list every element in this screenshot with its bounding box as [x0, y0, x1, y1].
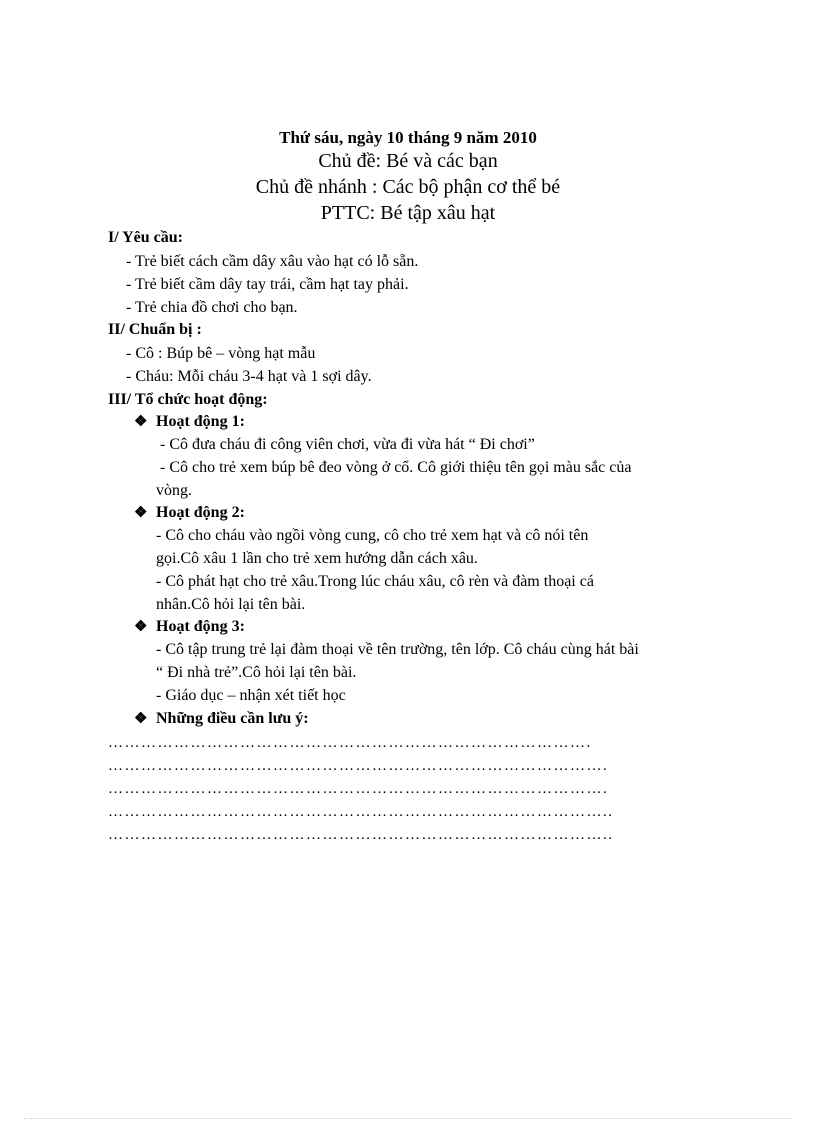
- topic-title: Chủ đề: Bé và các bạn: [318, 150, 498, 172]
- page-bottom-divider: [24, 1118, 792, 1119]
- diamond-bullet-icon: ❖: [134, 711, 148, 727]
- activity-2-line-2: gọi.Cô xâu 1 lần cho trẻ xem hướng dẫn cách xâu.: [156, 550, 478, 567]
- dotted-line-2: ……………………………………………………………………………….: [108, 758, 609, 774]
- activity-3-heading: [134, 617, 245, 637]
- activity-1-title: Hoạt động 1:: [156, 413, 245, 430]
- activity-1-heading: [134, 412, 245, 432]
- activity-1-line-2: - Cô cho trẻ xem búp bê đeo vòng ở cổ. Cô giới thiệu tên gọi màu sắc của: [160, 459, 632, 476]
- activity-2-line-4: nhân.Cô hỏi lại tên bài.: [156, 596, 306, 613]
- diamond-bullet-icon: ❖: [134, 414, 148, 430]
- requirement-item-1: - Trẻ biết cách cầm dây xâu vào hạt có lỗ sẵn.: [126, 253, 419, 270]
- activity-3-line-3: - Giáo dục – nhận xét tiết học: [156, 687, 346, 704]
- dotted-line-1: …………………………………………………………………………….: [108, 735, 592, 751]
- diamond-bullet-icon: ❖: [134, 619, 148, 635]
- notes-heading: [134, 709, 309, 729]
- preparation-item-2: - Cháu: Mỗi cháu 3-4 hạt và 1 sợi dây.: [126, 368, 372, 385]
- activity-2-title: Hoạt động 2:: [156, 504, 245, 521]
- section-1-heading: I/ Yêu cầu:: [108, 229, 183, 246]
- section-2-heading: II/ Chuẩn bị :: [108, 321, 202, 338]
- subtopic-title: Chủ đề nhánh : Các bộ phận cơ thể bé: [255, 176, 561, 198]
- requirement-item-2: - Trẻ biết cầm dây tay trái, cầm hạt tay phải.: [126, 276, 409, 293]
- section-3-heading: III/ Tổ chức hoạt động:: [108, 391, 268, 408]
- activity-3-title: Hoạt động 3:: [156, 618, 245, 635]
- requirement-item-3: - Trẻ chia đồ chơi cho bạn.: [126, 299, 298, 316]
- activity-2-line-3: - Cô phát hạt cho trẻ xâu.Trong lúc cháu xâu, cô rèn và đàm thoại cá: [156, 573, 594, 590]
- dotted-line-3: ……………………………………………………………………………….: [108, 781, 609, 797]
- activity-3-line-2: “ Đi nhà trẻ”.Cô hỏi lại tên bài.: [156, 664, 357, 681]
- preparation-item-1: - Cô : Búp bê – vòng hạt mẫu: [126, 345, 316, 362]
- activity-3-line-1: - Cô tập trung trẻ lại đàm thoại về tên trường, tên lớp. Cô cháu cùng hát bài: [156, 641, 639, 658]
- activity-2-line-1: - Cô cho cháu vào ngồi vòng cung, cô cho trẻ xem hạt và cô nói tên: [156, 527, 589, 544]
- lesson-date: Thứ sáu, ngày 10 tháng 9 năm 2010: [279, 128, 537, 147]
- notes-title: Những điều cần lưu ý:: [156, 710, 309, 727]
- activity-2-heading: [134, 503, 245, 523]
- dotted-line-4: ………………………………………………………………………………..: [108, 804, 614, 820]
- activity-1-line-1: - Cô đưa cháu đi công viên chơi, vừa đi vừa hát “ Đi chơi”: [160, 436, 535, 453]
- activity-1-line-3: vòng.: [156, 482, 192, 499]
- lesson-title: PTTC: Bé tập xâu hạt: [320, 202, 496, 224]
- diamond-bullet-icon: ❖: [134, 505, 148, 521]
- dotted-line-5: ………………………………………………………………………………..: [108, 827, 614, 843]
